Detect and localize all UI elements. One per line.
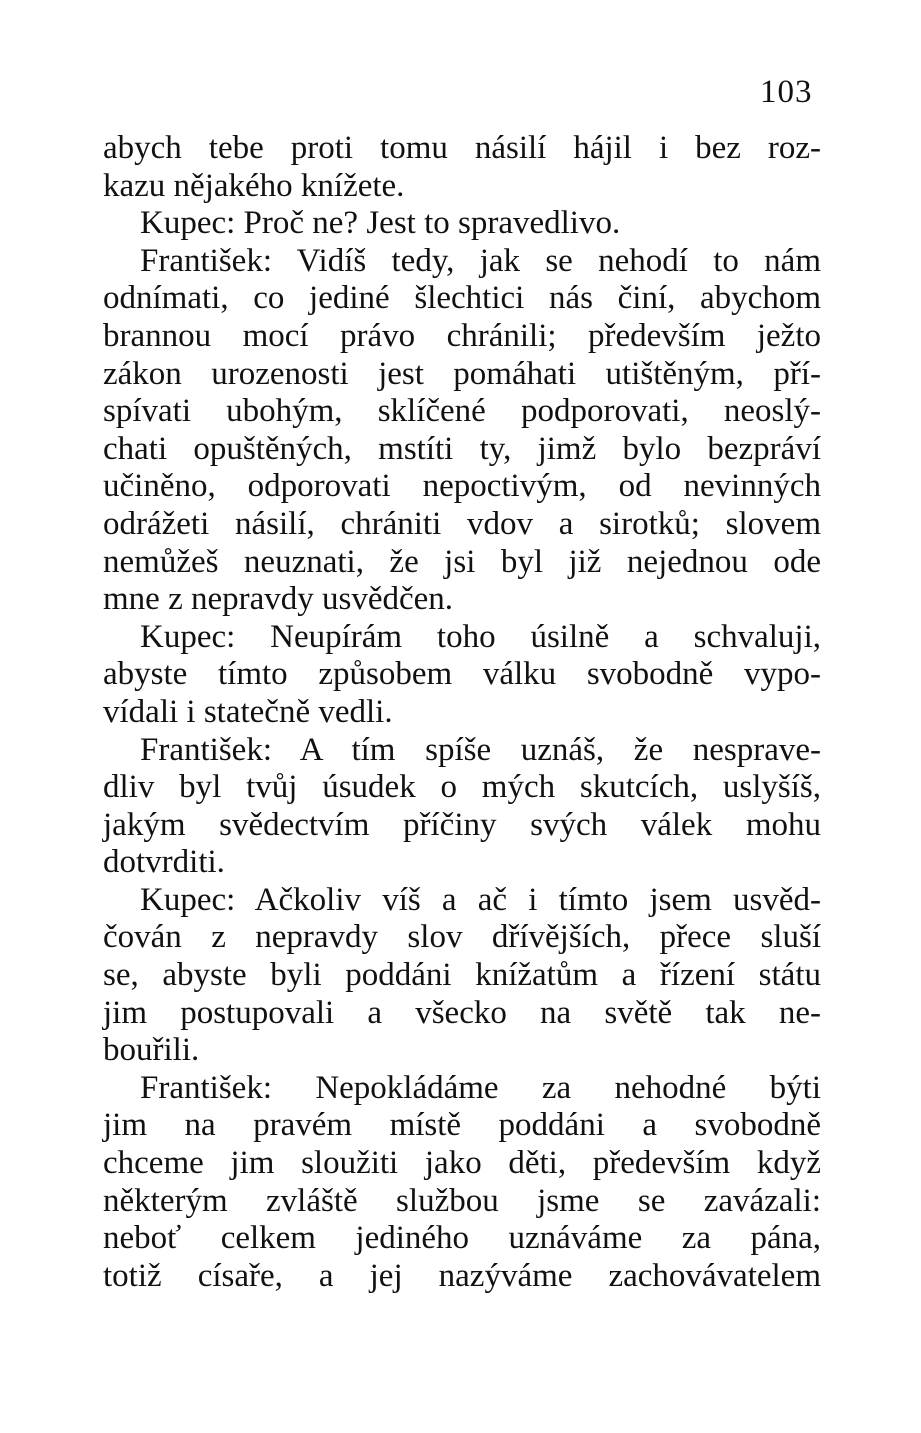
text-line: se, abyste byli poddáni knížatům a řízení státu (103, 957, 821, 994)
text-line: František: A tím spíše uznáš, že nesprave- (140, 731, 821, 768)
text-line: neboť celkem jediného uznáváme za pána, (103, 1220, 821, 1257)
text-line: odrážeti násilí, chrániti vdov a sirotků; slovem (103, 505, 821, 542)
text-line: abyste tímto způsobem válku svobodně vypo- (103, 656, 821, 693)
text-line: čován z nepravdy slov dřívějších, přece sluší (103, 919, 821, 956)
text-line: dotvrditi. (103, 844, 225, 881)
text-line: Kupec: Proč ne? Jest to spravedlivo. (140, 205, 621, 242)
text-line: Kupec: Ačkoliv víš a ač i tímto jsem usvěd- (140, 881, 821, 918)
text-line: abych tebe proti tomu násilí hájil i bez roz- (103, 130, 821, 166)
page-text (103, 130, 821, 1295)
text-line: brannou mocí právo chránili; především ježto (103, 317, 821, 354)
text-line: spívati ubohým, sklíčené podporovati, neoslý- (103, 393, 821, 430)
text-line: jim postupovali a všecko na světě tak ne- (103, 994, 821, 1031)
text-line: jakým svědectvím příčiny svých válek mohu (103, 806, 821, 843)
text-line: vídali i statečně vedli. (103, 693, 393, 730)
text-line: odnímati, co jediné šlechtici nás činí, abychom (103, 280, 821, 317)
page-number: 103 (760, 74, 813, 110)
text-line: nemůžeš neuznati, že jsi byl již nejednou ode (103, 543, 821, 580)
text-line: chceme jim sloužiti jako děti, především když (103, 1145, 821, 1182)
text-line: jim na pravém místě poddáni a svobodně (103, 1107, 821, 1144)
text-line: zákon urozenosti jest pomáhati utištěným, pří- (103, 355, 821, 392)
text-line: chati opuštěných, mstíti ty, jimž bylo bezpráví (103, 430, 821, 467)
text-line: František: Nepokládáme za nehodné býti (140, 1069, 821, 1106)
text-line: kazu nějakého knížete. (103, 167, 405, 204)
text-line: bouřili. (103, 1032, 200, 1069)
text-line: některým zvláště službou jsme se zavázali: (103, 1182, 821, 1219)
text-line: Kupec: Neupírám toho úsilně a schvaluji, (140, 618, 821, 655)
text-line: mne z nepravdy usvědčen. (103, 581, 454, 618)
text-line: dliv byl tvůj úsudek o mých skutcích, uslyšíš, (103, 769, 821, 806)
text-line: František: Vidíš tedy, jak se nehodí to nám (140, 242, 821, 279)
text-line: totiž císaře, a jej nazýváme zachovávatelem (103, 1257, 821, 1294)
text-line: učiněno, odporovati nepoctivým, od nevinných (103, 468, 821, 505)
